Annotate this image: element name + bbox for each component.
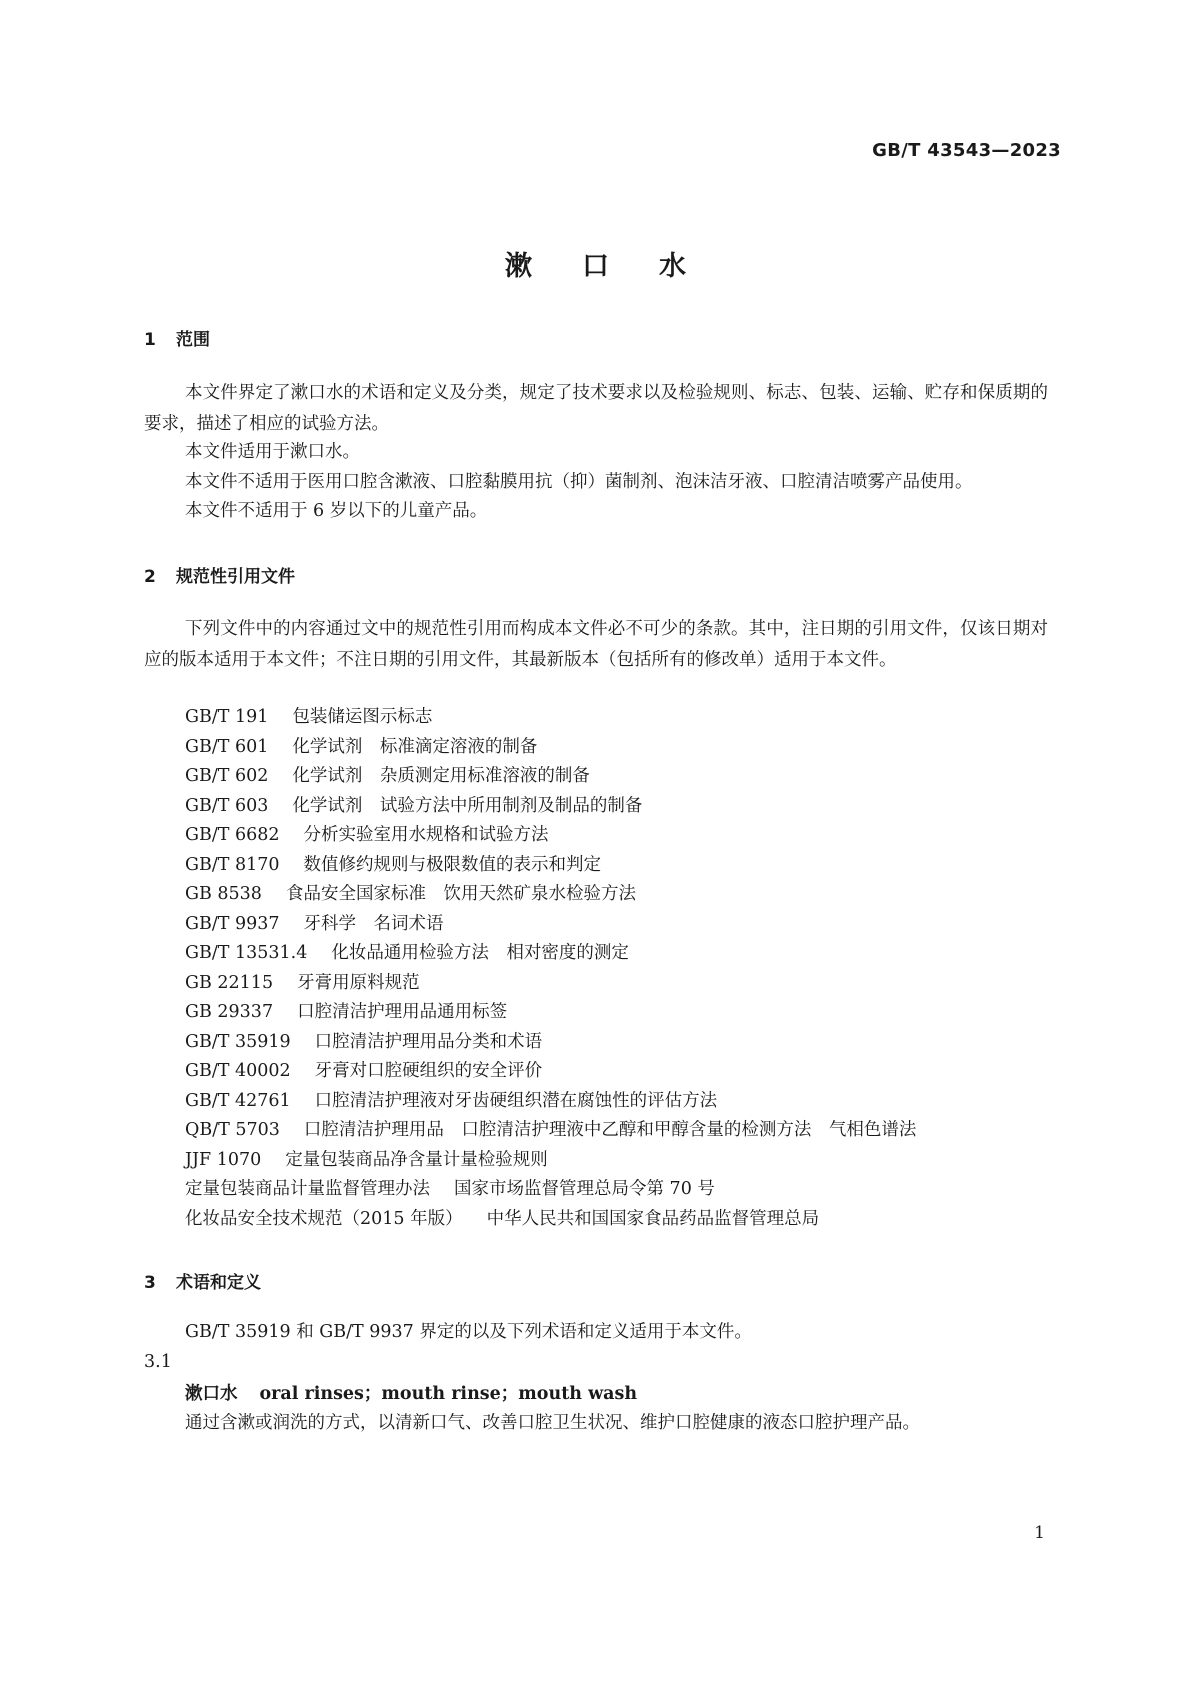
section-1-heading <box>144 325 210 350</box>
reference-item <box>185 825 549 845</box>
reference-item <box>185 884 636 904</box>
reference-title: 牙科学 名词术语 <box>303 913 444 934</box>
term-english: oral rinses；mouth rinse；mouth wash <box>259 1384 638 1404</box>
term-number: 3.1 <box>144 1352 172 1372</box>
section-number: 2 <box>144 567 156 587</box>
reference-code: QB/T 5703 <box>185 1120 280 1140</box>
reference-item <box>185 1209 819 1229</box>
reference-title: 口腔清洁护理液对牙齿硬组织潜在腐蚀性的评估方法 <box>314 1090 718 1111</box>
reference-title: 口腔清洁护理用品 口腔清洁护理液中乙醇和甲醇含量的检测方法 气相色谱法 <box>303 1120 917 1140</box>
document-title: 漱口水 <box>505 251 736 282</box>
section-2-intro: 下列文件中的内容通过文中的规范性引用而构成本文件必不可少的条款。其中，注日期的引用文件，仅该日期对应的版本适用于本文件；不注日期的引用文件，其最新版本（包括所有的修改单）适用于本文件。 <box>144 619 1048 670</box>
section-1-paragraph-4: 本文件不适用于 6 岁以下的儿童产品。 <box>185 501 488 521</box>
reference-code: GB/T 9937 <box>185 913 280 934</box>
reference-title: 食品安全国家标准 饮用天然矿泉水检验方法 <box>285 884 636 904</box>
reference-title: 包装储运图示标志 <box>292 707 433 727</box>
reference-item <box>185 1061 542 1081</box>
term-definition: 通过含漱或润洗的方式，以清新口气、改善口腔卫生状况、维护口腔健康的液态口腔护理产品。 <box>185 1413 920 1433</box>
reference-code: GB/T 6682 <box>185 825 280 845</box>
reference-item <box>185 1120 916 1140</box>
reference-code: GB/T 35919 <box>185 1031 291 1052</box>
section-1-paragraph-2: 本文件适用于漱口水。 <box>185 442 360 462</box>
reference-title: 中华人民共和国国家食品药品监督管理总局 <box>486 1208 820 1229</box>
reference-title: 牙膏用原料规范 <box>297 972 420 993</box>
reference-code: 定量包装商品计量监督管理办法 <box>185 1179 430 1199</box>
section-number: 1 <box>144 330 156 350</box>
reference-title: 分析实验室用水规格和试验方法 <box>303 825 549 845</box>
reference-title: 口腔清洁护理用品分类和术语 <box>314 1031 543 1052</box>
reference-code: GB/T 13531.4 <box>185 943 308 963</box>
section-title: 规范性引用文件 <box>176 567 295 587</box>
reference-item <box>185 1179 715 1199</box>
reference-item <box>185 1150 548 1170</box>
reference-code: GB/T 8170 <box>185 854 280 875</box>
standard-id: GB/T 43543—2023 <box>872 140 1061 161</box>
term-entry <box>185 1384 637 1404</box>
reference-item <box>185 796 642 816</box>
reference-item <box>185 973 420 993</box>
section-number: 3 <box>144 1273 156 1293</box>
reference-title: 化学试剂 杂质测定用标准溶液的制备 <box>292 766 590 786</box>
reference-code: GB/T 603 <box>185 795 269 816</box>
reference-item <box>185 1032 542 1052</box>
reference-code: GB 29337 <box>185 1002 274 1022</box>
section-title: 术语和定义 <box>176 1273 261 1293</box>
reference-item <box>185 914 444 934</box>
section-1-paragraph-3: 本文件不适用于医用口腔含漱液、口腔黏膜用抗（抑）菌制剂、泡沫洁牙液、口腔清洁喷雾产品使用。 <box>185 472 973 492</box>
section-1-paragraph-1: 本文件界定了漱口水的术语和定义及分类，规定了技术要求以及检验规则、标志、包装、运输、贮存和保质期的要求，描述了相应的试验方法。 <box>144 383 1048 434</box>
term-chinese: 漱口水 <box>185 1384 238 1404</box>
reference-item <box>185 707 432 727</box>
reference-title: 定量包装商品净含量计量检验规则 <box>285 1149 548 1170</box>
reference-title: 口腔清洁护理用品通用标签 <box>297 1002 508 1022</box>
reference-title: 牙膏对口腔硬组织的安全评价 <box>314 1061 543 1081</box>
reference-title: 化学试剂 试验方法中所用制剂及制品的制备 <box>292 795 643 816</box>
reference-item <box>185 766 590 786</box>
reference-title: 化学试剂 标准滴定溶液的制备 <box>292 736 538 757</box>
section-3-intro: GB/T 35919 和 GB/T 9937 界定的以及下列术语和定义适用于本文件。 <box>185 1322 752 1342</box>
reference-title: 化妆品通用检验方法 相对密度的测定 <box>331 943 629 963</box>
reference-code: GB/T 191 <box>185 707 269 727</box>
reference-item <box>185 737 537 757</box>
reference-code: JJF 1070 <box>185 1149 262 1170</box>
reference-code: GB/T 602 <box>185 766 269 786</box>
reference-item <box>185 1002 507 1022</box>
section-2-heading <box>144 562 295 587</box>
reference-code: GB/T 40002 <box>185 1061 291 1081</box>
reference-code: GB/T 601 <box>185 736 269 757</box>
reference-title: 国家市场监督管理总局令第 70 号 <box>454 1179 715 1199</box>
reference-code: GB/T 42761 <box>185 1090 291 1111</box>
section-title: 范围 <box>176 330 210 350</box>
reference-title: 数值修约规则与极限数值的表示和判定 <box>303 854 602 875</box>
section-3-heading <box>144 1268 261 1293</box>
page-number: 1 <box>1034 1523 1045 1543</box>
reference-code: GB 22115 <box>185 972 274 993</box>
reference-code: 化妆品安全技术规范（2015 年版） <box>185 1208 463 1229</box>
reference-item <box>185 855 601 875</box>
reference-code: GB 8538 <box>185 884 262 904</box>
reference-item <box>185 943 629 963</box>
reference-item <box>185 1091 717 1111</box>
